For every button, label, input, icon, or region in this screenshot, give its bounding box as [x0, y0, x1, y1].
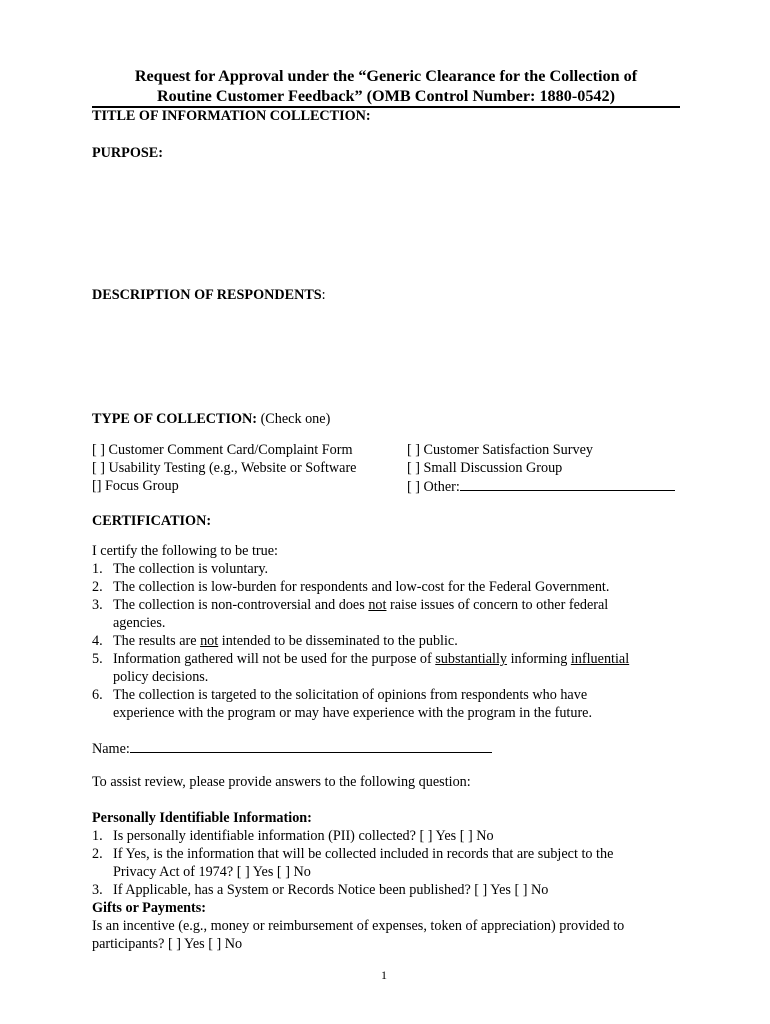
- title-line-1: Request for Approval under the “Generic Clearance for the Collection of: [134, 67, 638, 85]
- respondents-colon: :: [321, 287, 326, 303]
- cert-item-2: The collection is low-burden for respondents and low-cost for the Federal Government.: [113, 579, 610, 595]
- cert-item-3-text-a: The collection is non-controversial and does: [113, 597, 369, 613]
- pii-number-3: 3.: [92, 882, 103, 898]
- cert-item-4: [113, 632, 458, 650]
- cert-number-1: 1.: [92, 561, 103, 577]
- page-number: 1: [381, 968, 387, 982]
- option-focus-group[interactable]: [] Focus Group: [92, 478, 179, 494]
- cert-item-6-continued: experience with the program or may have experience with the program in the future.: [113, 705, 593, 721]
- option-satisfaction-survey[interactable]: [ ] Customer Satisfaction Survey: [407, 442, 593, 458]
- pii-number-2: 2.: [92, 846, 103, 862]
- cert-item-4-text-a: The results are: [113, 633, 201, 649]
- option-other-label: [ ] Other:: [407, 479, 460, 495]
- gifts-question: Is an incentive (e.g., money or reimbursement of expenses, token of appreciation) provided to: [92, 918, 625, 934]
- pii-question-2: If Yes, is the information that will be collected included in records that are subject to the: [113, 846, 614, 862]
- cert-number-6: 6.: [92, 687, 103, 703]
- cert-number-4: 4.: [92, 633, 103, 649]
- respondents-label: DESCRIPTION OF RESPONDENTS: [92, 287, 322, 303]
- cert-item-5-underlined-1: substantially: [435, 651, 508, 667]
- cert-item-6: The collection is targeted to the solicitation of opinions from respondents who have: [113, 687, 588, 703]
- cert-number-2: 2.: [92, 579, 103, 595]
- cert-item-3-underlined: not: [368, 597, 387, 613]
- option-other[interactable]: [407, 477, 675, 496]
- certification-label: CERTIFICATION:: [92, 513, 212, 529]
- cert-item-5-text-b: informing: [507, 651, 571, 667]
- pii-question-3: If Applicable, has a System or Records Notice been published? [ ] Yes [ ] No: [113, 882, 549, 898]
- purpose-label: PURPOSE:: [92, 145, 163, 161]
- pii-number-1: 1.: [92, 828, 103, 844]
- name-blank-line[interactable]: [130, 739, 492, 753]
- title-line-2: Routine Customer Feedback” (OMB Control Number: 1880-0542): [156, 87, 615, 105]
- title-of-collection-label: TITLE OF INFORMATION COLLECTION:: [92, 108, 371, 124]
- type-of-collection-heading: [92, 410, 330, 428]
- gifts-question-continued: participants? [ ] Yes [ ] No: [92, 936, 243, 952]
- cert-item-5-continued: policy decisions.: [113, 669, 209, 685]
- type-hint: (Check one): [257, 411, 331, 427]
- other-blank-line[interactable]: [460, 477, 675, 491]
- cert-item-4-underlined: not: [200, 633, 219, 649]
- cert-item-3: [113, 596, 608, 614]
- document-title: [92, 66, 680, 108]
- cert-item-5-underlined-2: influential: [570, 651, 630, 667]
- cert-item-1: The collection is voluntary.: [113, 561, 269, 577]
- pii-question-1: Is personally identifiable information (PII) collected? [ ] Yes [ ] No: [113, 828, 494, 844]
- name-field[interactable]: [92, 739, 492, 758]
- certify-intro: I certify the following to be true:: [92, 543, 278, 559]
- cert-item-3-continued: agencies.: [113, 615, 166, 631]
- option-small-discussion-group[interactable]: [ ] Small Discussion Group: [407, 460, 563, 476]
- option-comment-card[interactable]: [ ] Customer Comment Card/Complaint Form: [92, 442, 353, 458]
- pii-label: Personally Identifiable Information:: [92, 810, 312, 826]
- cert-item-5: [113, 650, 629, 668]
- cert-number-3: 3.: [92, 597, 103, 613]
- cert-item-4-text-b: intended to be disseminated to the public.: [218, 633, 458, 649]
- cert-number-5: 5.: [92, 651, 103, 667]
- cert-item-3-text-b: raise issues of concern to other federal: [386, 597, 609, 613]
- assist-text: To assist review, please provide answers to the following question:: [92, 774, 471, 790]
- name-label: Name:: [92, 741, 130, 757]
- pii-question-2-continued: Privacy Act of 1974? [ ] Yes [ ] No: [113, 864, 311, 880]
- respondents-heading: [92, 286, 326, 304]
- option-usability-testing[interactable]: [ ] Usability Testing (e.g., Website or Software: [92, 460, 357, 476]
- type-label: TYPE OF COLLECTION:: [92, 411, 258, 427]
- gifts-label: Gifts or Payments:: [92, 900, 207, 916]
- cert-item-5-text-a: Information gathered will not be used for the purpose of: [113, 651, 436, 667]
